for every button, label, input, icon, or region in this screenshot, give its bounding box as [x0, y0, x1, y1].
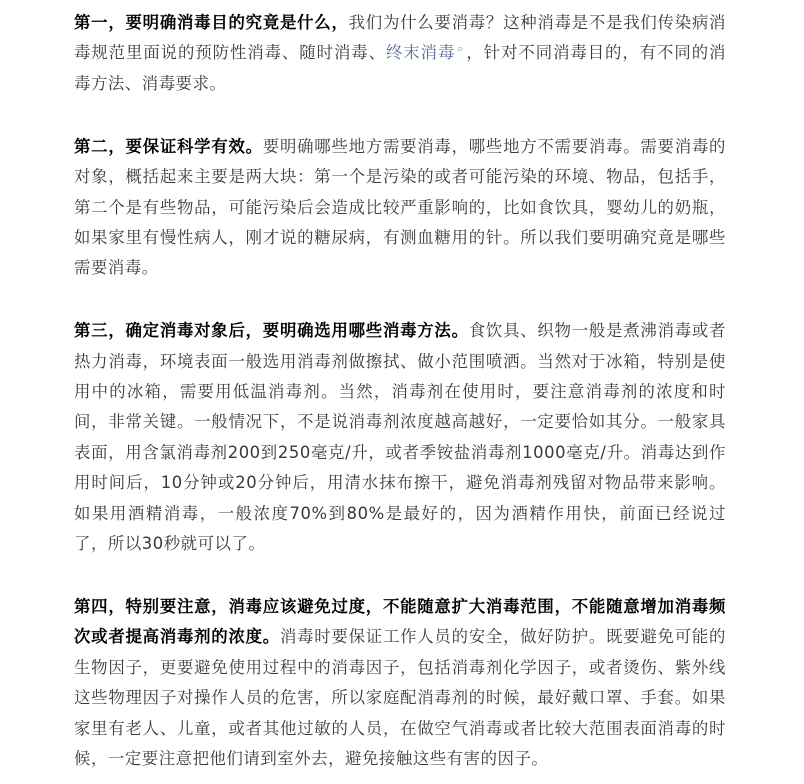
paragraph-1-body-after-link: ，针对不同消毒目的，有不同的消毒方法、消毒要求。 [74, 43, 726, 93]
paragraph-2-lead: 第二，要保证科学有效。 [74, 136, 263, 156]
paragraph-4 [74, 592, 726, 774]
paragraph-2 [74, 132, 726, 284]
search-link-terminal-disinfection[interactable]: 终末消毒 [385, 43, 456, 63]
paragraph-1-body-before-link: 我们为什么要消毒？这种消毒是不是我们传染病消毒规范里面说的预防性消毒、随时消毒、 [74, 13, 726, 63]
search-icon[interactable]: ⌕ [457, 41, 465, 55]
paragraph-3 [74, 316, 726, 559]
paragraph-1-lead: 第一，要明确消毒目的究竟是什么， [74, 13, 349, 32]
paragraph-3-body: 食饮具、织物一般是煮沸消毒或者热力消毒，环境表面一般选用消毒剂做擦拭、做小范围喷洒。当然对于冰箱，特别是使用中的冰箱，需要用低温消毒剂。当然，消毒剂在使用时，要注意消毒剂的浓度和时间，非常关键。一般情况下，不是说消毒剂浓度越高越好，一定要恰如其分。一般家具表面，用含氯消毒剂200到250毫克/升，或者季铵盐消毒剂1000毫克/升。消毒达到作用时间后，10分钟或20分钟后，用清水抹布擦干，避免消毒剂残留对物品带来影响。如果用酒精消毒，一般浓度70%到80%是最好的，因为酒精作用快，前面已经说过了，所以30秒就可以了。 [74, 321, 726, 554]
paragraph-4-lead: 第四，特别要注意，消毒应该避免过度，不能随意扩大消毒范围，不能随意增加消毒频次或者提高消毒剂的浓度。 [74, 597, 726, 647]
paragraph-2-body: 要明确哪些地方需要消毒，哪些地方不需要消毒。需要消毒的对象，概括起来主要是两大块：第一个是污染的或者可能污染的环境、物品，包括手，第二个是有些物品，可能污染后会造成比较严重影响的，比如食饮具，婴幼儿的奶瓶，如果家里有慢性病人，刚才说的糖尿病，有测血糖用的针。所以我们要明确究竟是哪些需要消毒。 [74, 136, 726, 278]
paragraph-3-lead: 第三，确定消毒对象后，要明确选用哪些消毒方法。 [74, 321, 469, 341]
paragraph-4-body: 消毒时要保证工作人员的安全，做好防护。既要避免可能的生物因子，更要避免使用过程中的消毒因子，包括消毒剂化学因子，或者烫伤、紫外线这些物理因子对操作人员的危害，所以家庭配消毒剂的时候，最好戴口罩、手套。如果家里有老人、儿童，或者其他过敏的人员，在做空气消毒或者比较大范围表面消毒的时候，一定要注意把他们请到室外去，避免接触这些有害的因子。 [74, 627, 726, 769]
paragraph-1 [74, 8, 726, 99]
